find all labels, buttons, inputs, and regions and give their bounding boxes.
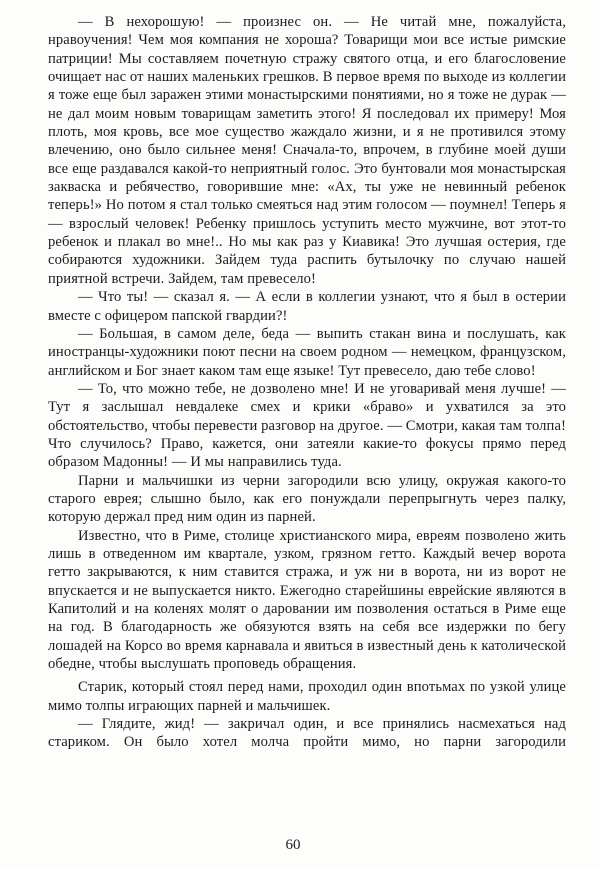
paragraph-narrative-2: Известно, что в Риме, столице христианского мира, евреям позволено жить лишь в отведенном им квартале, узком, грязном гетто. Каждый вечер ворота гетто закрываются, к ним ставится стража, и уж ни в ворота, ни из ворот не впускается и не выпускается никто. Ежегодно старейшины еврейские являются в Капитолий и на коленях молят о даровании им позволения остаться в Риме еще на год. В благодарность же обязуются взять на себя все издержки по бегу лошадей на Корсо во время карнавала и явиться в известный день к католической обедне, чтобы выслушать проповедь обращения. <box>48 527 566 673</box>
text-block <box>48 13 566 752</box>
paragraph-dialogue-5: — Глядите, жид! — закричал один, и все принялись насмехаться над стариком. Он было хотел молча пройти мимо, но парни загородили <box>48 716 566 751</box>
paragraph-dialogue-1: — В нехорошую! — произнес он. — Не читай мне, пожалуйста, нравоучения! Чем моя компания не хороша? Товарищи мои все истые римские патриции! Мы составляем почетную стражу святого отца, и его благословение очищает нас от наших маленьких грешков. В первое время по выходе из коллегии я тоже еще был заражен этими монастырскими понятиями, но я тоже не дурак — не дал моим новым товарищам заметить этого! Я последовал их примеру! Моя плоть, моя кровь, все мое существо жаждало жизни, и я не противился этому влечению, оно было сильнее меня! Сначала-то, впрочем, в глубине моей души все еще раздавался какой-то неприятный голос. Это бунтовали моя монастырская закваска и ребячество, говорившие мне: «Ах, ты уже не невинный ребенок теперь!» Но потом я стал только смеяться над этим голосом — поумнел! Теперь я — взрослый человек! Ребенку пришлось уступить место мужчине, вот этот-то ребенок и плакал во мне!.. Но мы как раз у Киавика! Это лучшая остерия, где собираются художники. Зайдем туда распить бутылочку по случаю нашей приятной встречи. Зайдем, там превесело! <box>48 14 566 287</box>
paragraph-dialogue-4: — То, что можно тебе, не дозволено мне! И не уговаривай меня лучше! — Тут я заслышал невдалеке смех и крики «браво» и ухватился за это обстоятельство, чтобы перевести разговор на другое. — Смотри, какая там толпа! Что случилось? Право, кажется, они затеяли какие-то фокусы прямо перед образом Мадонны! — И мы направились туда. <box>48 380 566 471</box>
paragraph-dialogue-2: — Что ты! — сказал я. — А если в коллегии узнают, что я был в остерии вместе с офицером папской гвардии?! <box>48 289 566 324</box>
paragraph-narrative-1: Парни и мальчишки из черни загородили всю улицу, окружая какого-то старого еврея; слышно было, как его понуждали перепрыгнуть через палку, которую держал пред ним один из парней. <box>48 472 566 526</box>
paragraph-dialogue-3: — Большая, в самом деле, беда — выпить стакан вина и послушать, как иностранцы-художники поют песни на своем родном — немецком, французском, английском и Бог знает каком там еще языке! Тут превесело, даю тебе слово! <box>48 325 566 379</box>
page-number: 60 <box>285 837 301 853</box>
paragraph-narrative-3: Старик, который стоял перед нами, проходил один впотьмах по узкой улице мимо толпы играющих парней и мальчишек. <box>48 679 566 714</box>
